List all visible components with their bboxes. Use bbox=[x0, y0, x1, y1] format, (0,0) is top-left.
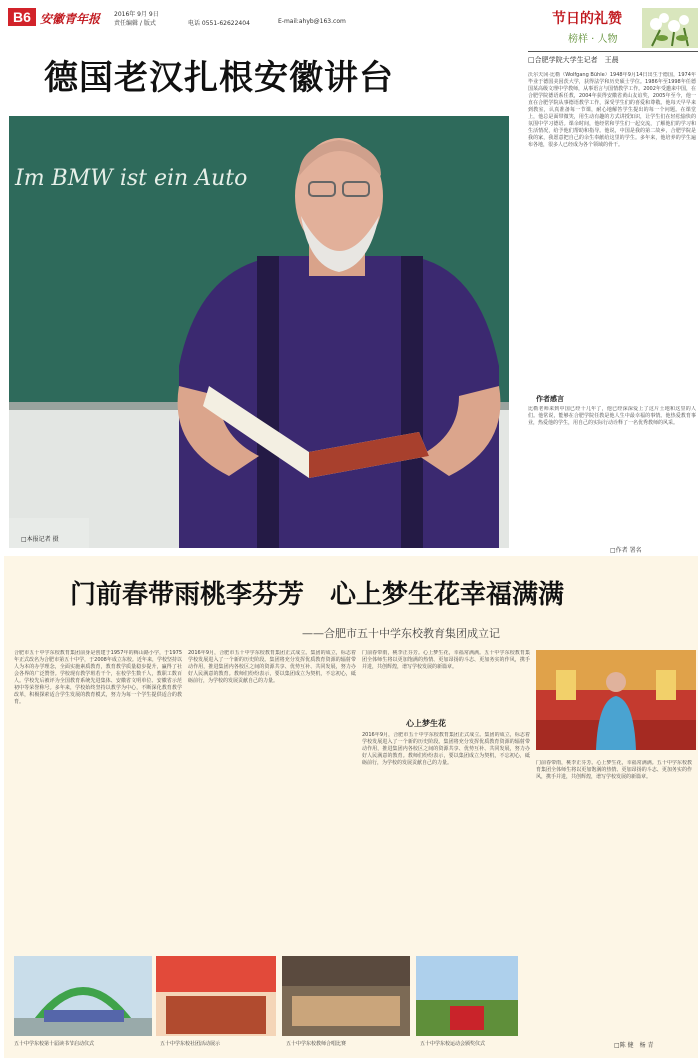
article1-byline: □合肥学院大学生记者 王晨 bbox=[528, 56, 619, 64]
article2-body-d: 2016年9月，合肥市五十中学东校教育集团正式成立。集团的成立，标志着学校发展进入了一个新的历史阶段。集团将充分发挥优质教育资源的辐射带动作用，推进集团内各校区之间的资源共享、优势互补、共同发展，努力办好人民满意的教育。教师们纷纷表示，要以集团成立为契机，不忘初心，砥砺前行，为学校的发展贡献自己的力量。 bbox=[362, 732, 530, 766]
bottom-photo-4 bbox=[416, 956, 518, 1036]
article2-body-a: 合肥市五十中学东校教育集团前身是创建于1957年的梅山路小学，于1975年正式改名为合肥市第五十中学，于2008年成立东校。近年来，学校坚持以人为本的办学理念，全面实施素质教育，教育教学质量稳步提升，赢得了社会各界的广泛赞誉。学校现有教学班若干个，在校学生数千人，教职工数百人。学校先后被评为全国教育系统先进集体、安徽省文明单位、安徽省示范初中等荣誉称号。多年来，学校始终坚持以教学为中心，不断深化教育教学改革，积极探索适合学生发展的教育模式，努力为每一个学生提供适合的教育。 bbox=[14, 650, 182, 705]
editor-line: 责任编辑 / 版式 bbox=[114, 20, 156, 27]
caption-2: 五十中学东校社团活动展示 bbox=[160, 1041, 221, 1047]
bottom-photo-2 bbox=[156, 956, 276, 1036]
teacher-photo bbox=[9, 116, 509, 548]
paper-name: 安徽青年报 bbox=[40, 12, 101, 26]
article1-author: □作者 署名 bbox=[610, 547, 642, 554]
masthead bbox=[8, 6, 448, 28]
section-title: 节日的礼赞 bbox=[552, 11, 622, 27]
section-subtitle: 榜样 · 人物 bbox=[568, 34, 618, 45]
section-banner bbox=[528, 4, 698, 50]
article2-subhead: 心上梦生花 bbox=[406, 719, 446, 728]
article1-body2: 比勒老师来到中国已经十几年了，他已经深深爱上了这片土地和这里的人们。他常说，能够在合肥学院任教是他人生中最幸福的事情。他热爱教育事业，热爱他的学生，用自己的实际行动诠释了一名优秀教师的风采。 bbox=[528, 406, 696, 426]
chalkboard-text: Im BMW ist ein Auto bbox=[15, 166, 248, 191]
caption-1: 五十中学东校第十届读书节启动仪式 bbox=[14, 1041, 95, 1047]
article2-subheadline: ——合肥市五十中学东校教育集团成立记 bbox=[302, 627, 500, 640]
speaker-photo bbox=[536, 650, 696, 750]
article2-headline: 门前春带雨桃李芬芳 心上梦生花幸福满满 bbox=[70, 580, 565, 610]
section-rule bbox=[528, 51, 698, 52]
bottom-photo-1 bbox=[14, 956, 152, 1036]
email: E-mail:ahyb@163.com bbox=[278, 18, 346, 25]
article1-headline: 德国老汉扎根安徽讲台 bbox=[44, 58, 394, 98]
article2-author: □陈 健 杨 青 bbox=[614, 1042, 654, 1049]
bottom-photo-3 bbox=[282, 956, 410, 1036]
issue-date: 2016年 9月 9日 bbox=[114, 11, 159, 18]
caption-4: 五十中学东校运动会颁奖仪式 bbox=[420, 1041, 486, 1047]
article1-body: 沃尔夫冈·比勒（Wolfgang Bühle）1948年9月14日出生于德国，1974年毕业于德国美因茨大学，获得法学和历史硕士学位。1986年至1998年任德国某高级文理中学教师，从事语言与国情教学工作。2002年受邀来中国，在合肥学院德语系任教，2004年获得安徽省黄山友谊奖，2005年至今，他一直在合肥学院从事德语教学工作，深受学生们的喜爱和尊敬。他每天早早来到教室，认真准备每一节课，耐心地解答学生提出的每一个问题。在课堂上，他总是面带微笑，用生动有趣的方式讲授知识，让学生们在轻松愉快的氛围中学习德语。课余时间，他经常和学生们一起交流，了解他们的学习和生活情况，给予他们帮助和指导。他说，中国是我的第二故乡，合肥学院是我的家，我愿意把自己的余生奉献给这里的学生。多年来，他培养的学生遍布各地，很多人已经成为各个领域的骨干。 bbox=[528, 72, 696, 148]
photo-credit: □本报记者 摄 bbox=[21, 536, 59, 543]
page-number: B6 bbox=[8, 8, 36, 26]
article2-body-e: 门前春带雨，桃李正芬芳。心上梦生花，幸福常满满。五十中学东校教育集团全体师生将以更加饱满的热情、更加昂扬的斗志、更加务实的作风，携手并进，共创辉煌，谱写学校发展的新篇章。 bbox=[536, 760, 692, 780]
flower-illustration bbox=[642, 8, 698, 48]
phone: 电话 0551-62622404 bbox=[188, 20, 250, 27]
article1-subhead: 作者感言 bbox=[536, 395, 564, 403]
article2-body-c: 门前春带雨，桃李正芬芳。心上梦生花，幸福常满满。五十中学东校教育集团全体师生将以更加饱满的热情、更加昂扬的斗志、更加务实的作风，携手并进，共创辉煌，谱写学校发展的新篇章。 bbox=[362, 650, 530, 670]
article2-body-b: 2016年9月，合肥市五十中学东校教育集团正式成立。集团的成立，标志着学校发展进入了一个新的历史阶段。集团将充分发挥优质教育资源的辐射带动作用，推进集团内各校区之间的资源共享、优势互补、共同发展，努力办好人民满意的教育。教师们纷纷表示，要以集团成立为契机，不忘初心，砥砺前行，为学校的发展贡献自己的力量。 bbox=[188, 650, 356, 684]
caption-3: 五十中学东校教师合唱比赛 bbox=[286, 1041, 347, 1047]
